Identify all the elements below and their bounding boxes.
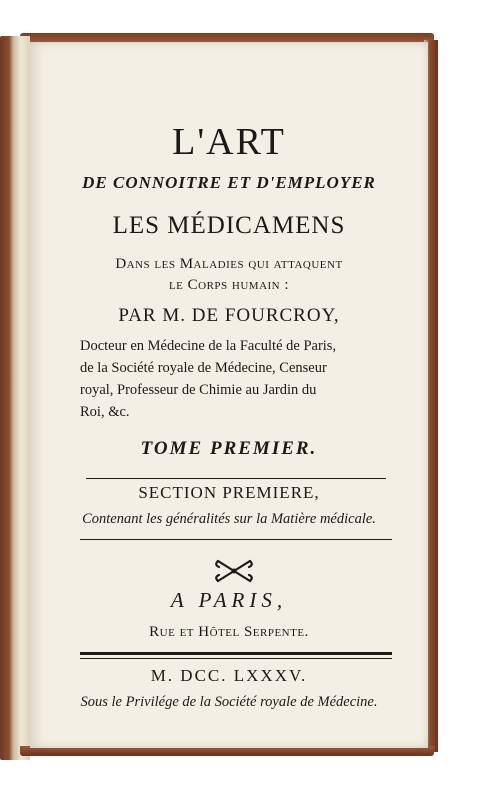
author-line: PAR M. DE FOURCROY, xyxy=(118,305,340,326)
fleuron-ornament-icon xyxy=(212,556,256,586)
double-rule-thick xyxy=(80,652,392,655)
section-title: SECTION PREMIERE, xyxy=(138,483,320,502)
volume-label: TOME PREMIER. xyxy=(140,438,318,459)
credentials-line-2: de la Société royale de Médecine, Censeur xyxy=(80,360,327,376)
title-page xyxy=(30,42,428,748)
double-rule-thin xyxy=(80,658,392,659)
topic-line-2: le Corps humain : xyxy=(168,277,290,293)
divider-rule xyxy=(86,478,386,479)
credentials-line-1: Docteur en Médecine de la Faculté de Paris, xyxy=(80,338,337,354)
imprint-place: A PARIS, xyxy=(170,588,288,612)
privilege-line: Sous le Privilége de la Société royale de Médecine. xyxy=(80,694,378,710)
book-subtitle: DE CONNOITRE ET D'EMPLOYER xyxy=(82,173,376,192)
book-title: L'ART xyxy=(172,121,286,163)
book-main-title: LES MÉDICAMENS xyxy=(112,212,346,239)
credentials-line-3: royal, Professeur de Chimie au Jardin du xyxy=(80,382,317,398)
topic-line-1: Dans les Maladies qui attaquent xyxy=(115,256,343,272)
section-description: Contenant les généralités sur la Matière médicale. xyxy=(82,511,376,527)
credentials-line-4: Roi, &c. xyxy=(80,404,130,420)
book-left-edge xyxy=(0,36,30,760)
imprint-address: Rue et Hôtel Serpente. xyxy=(149,624,309,640)
publication-date: M. DCC. LXXXV. xyxy=(150,666,308,685)
divider-rule xyxy=(80,539,392,540)
